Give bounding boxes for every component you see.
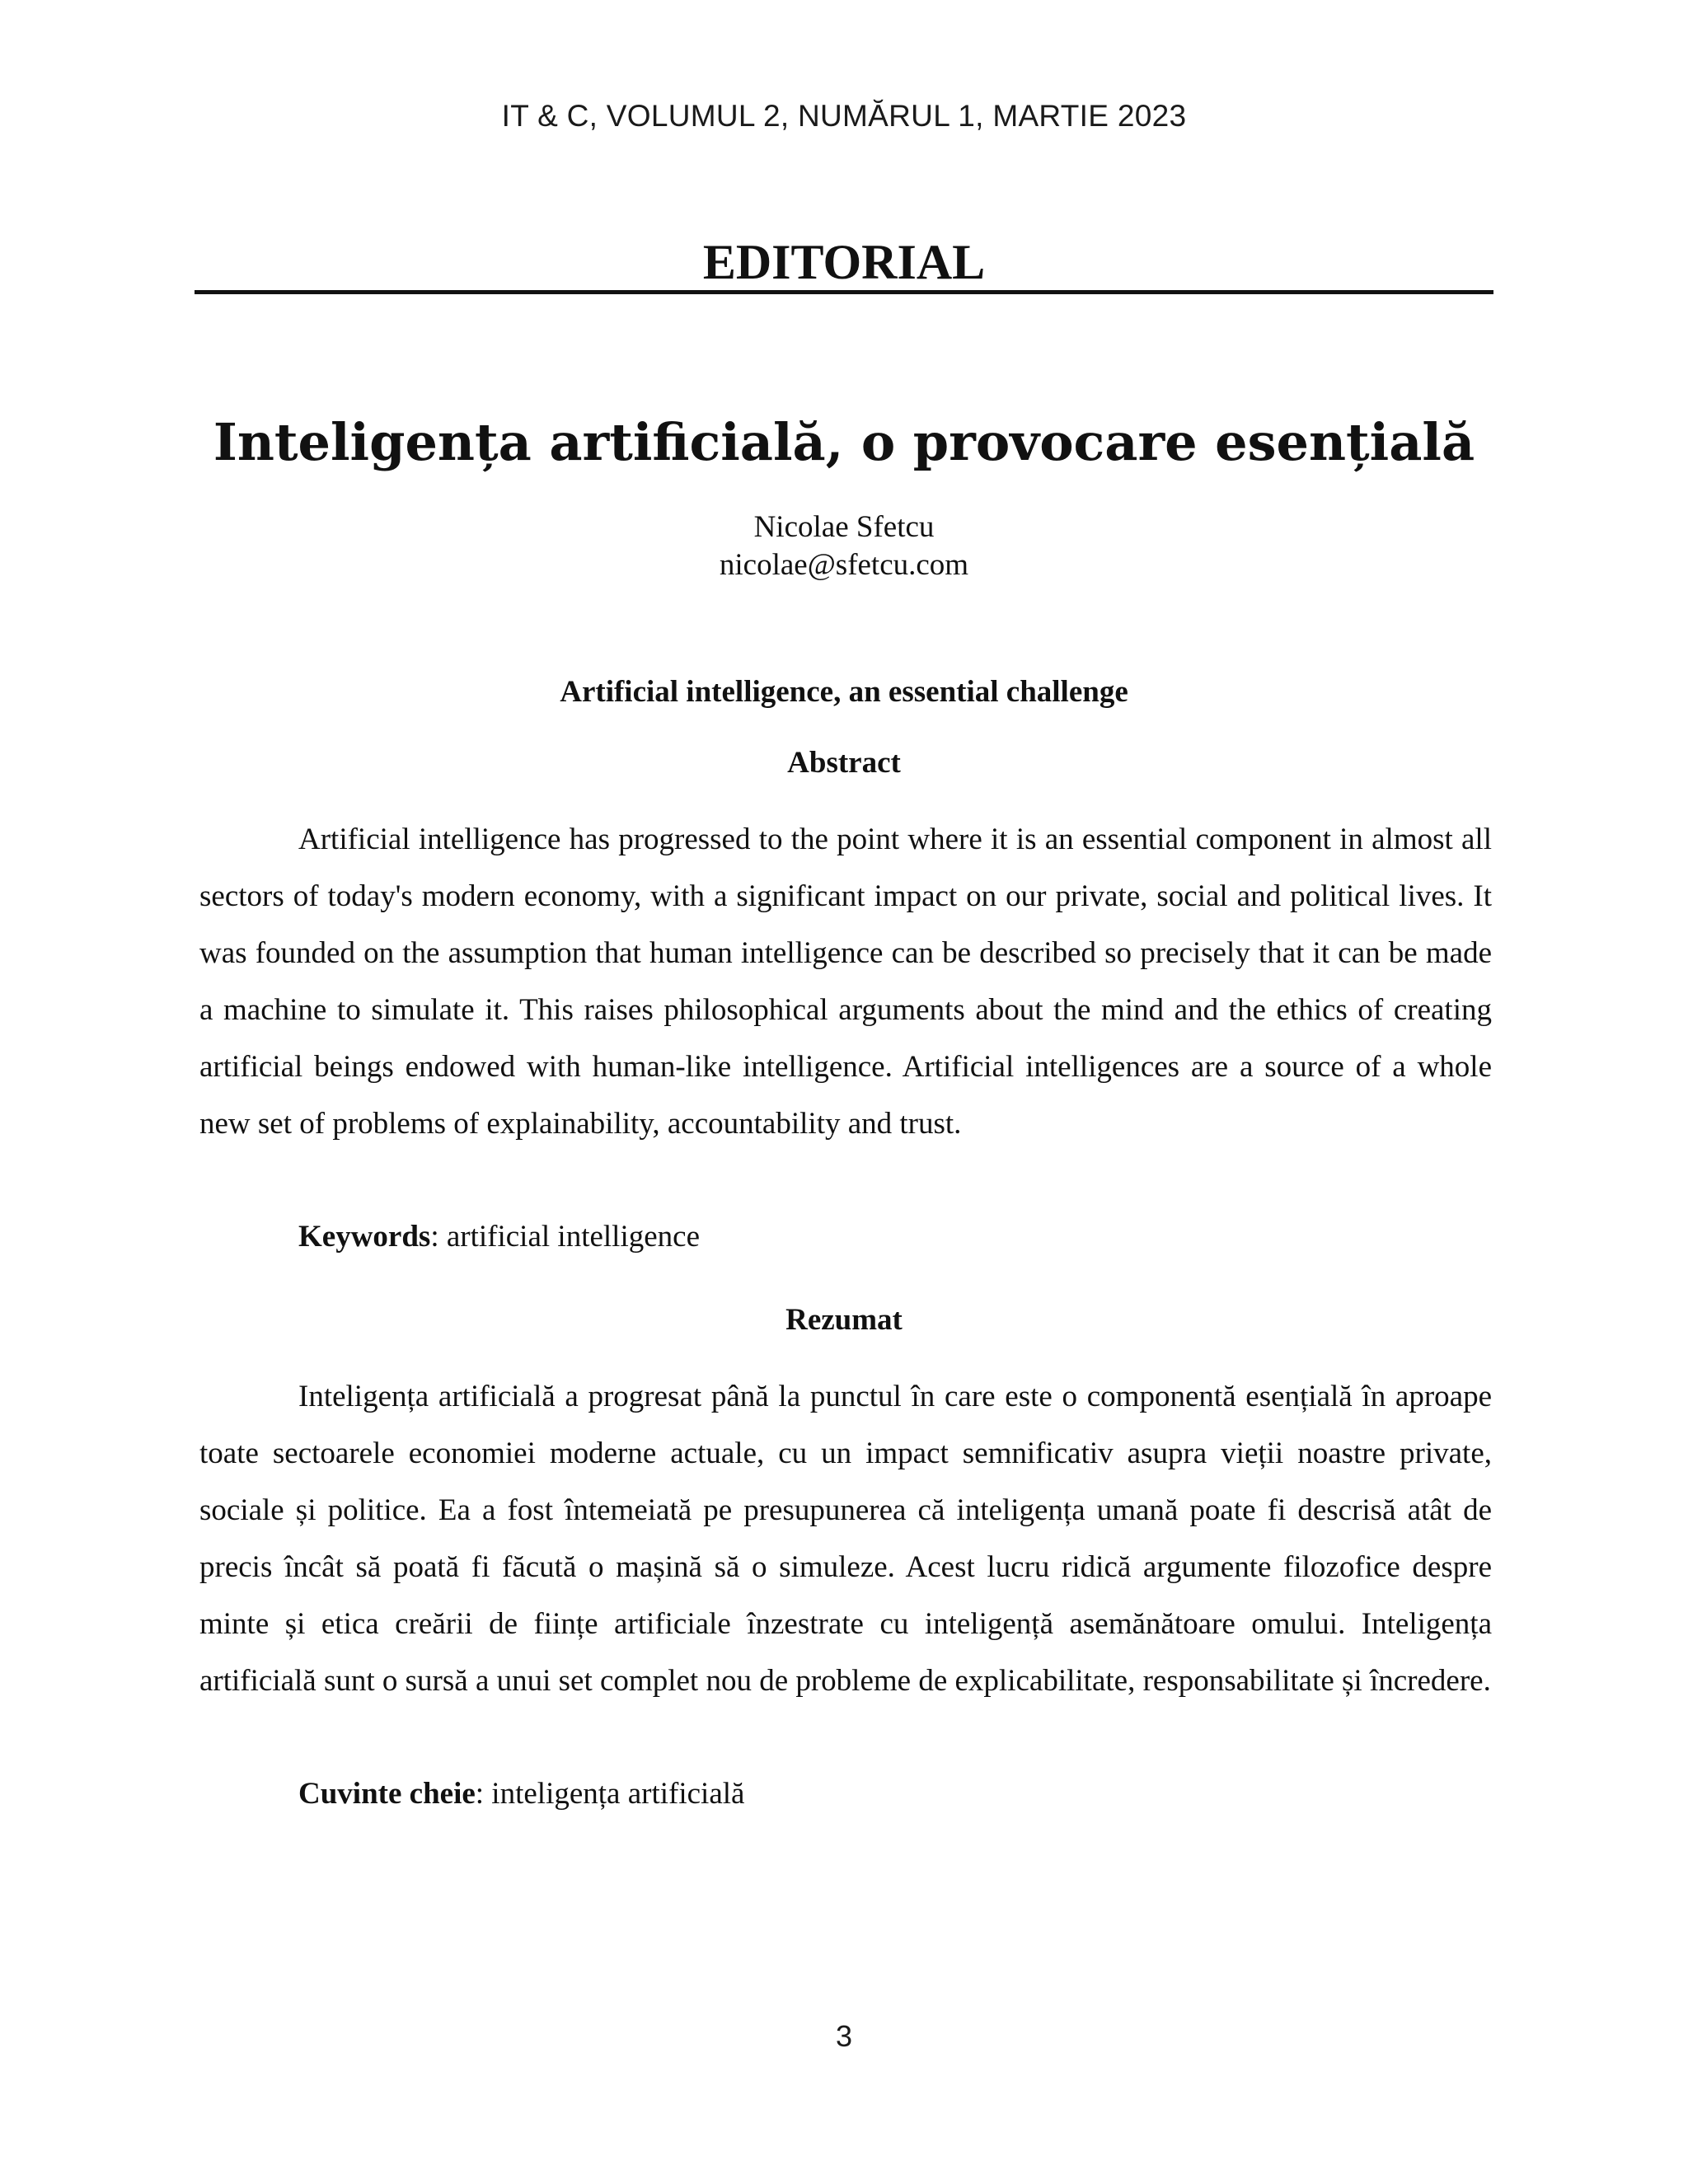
author-email: nicolae@sfetcu.com [719,548,969,582]
article-title: Inteligența artificială, o provocare esențială [213,412,1475,472]
cuvinte-cheie-value: : inteligența artificială [475,1777,745,1811]
author-name: Nicolae Sfetcu [753,510,935,544]
keywords-value: : artificial intelligence [430,1220,701,1254]
section-label: EDITORIAL [702,235,986,289]
page-number: 3 [835,2019,853,2053]
english-title: Artificial intelligence, an essential challenge [560,675,1128,709]
running-header: IT & C, VOLUMUL 2, NUMĂRUL 1, MARTIE 2023 [501,99,1187,133]
keywords-label: Keywords [298,1220,431,1254]
abstract-heading: Abstract [787,746,901,780]
rezumat-heading: Rezumat [785,1303,903,1337]
section-divider [195,290,1493,294]
keywords-line [298,1208,1493,1265]
cuvinte-cheie-label: Cuvinte cheie [298,1777,476,1811]
abstract-text: Artificial intelligence has progressed to the point where it is an essential component in almost all sectors of today's modern economy, with a significant impact on our private, social and political lives. It was founded on the assumption that human intelligence can be described so precisely that it can be made a machine to simulate it. This raises philosophical arguments about the mind and the ethics of creating artificial beings endowed with human-like intelligence. Artificial intelligences are a source of a whole new set of problems of explainability, accountability and trust. [199,823,1492,1141]
rezumat-text: Inteligența artificială a progresat până la punctul în care este o componentă esențială în aproape toate sectoarele economiei moderne actuale, cu un impact semnificativ asupra vieții noastre private, sociale și politice. Ea a fost întemeiată pe presupunerea că inteligența umană poate fi descrisă atât de precis încât să poată fi făcută o mașină să o simuleze. Acest lucru ridică argumente filozofice despre minte și etica creării de ființe artificiale înzestrate cu inteligență asemănătoare omului. Inteligența artificială sunt o sursă a unui set complet nou de probleme de explicabilitate, responsabilitate și încredere. [199,1380,1492,1698]
cuvinte-cheie-line [298,1765,1493,1822]
